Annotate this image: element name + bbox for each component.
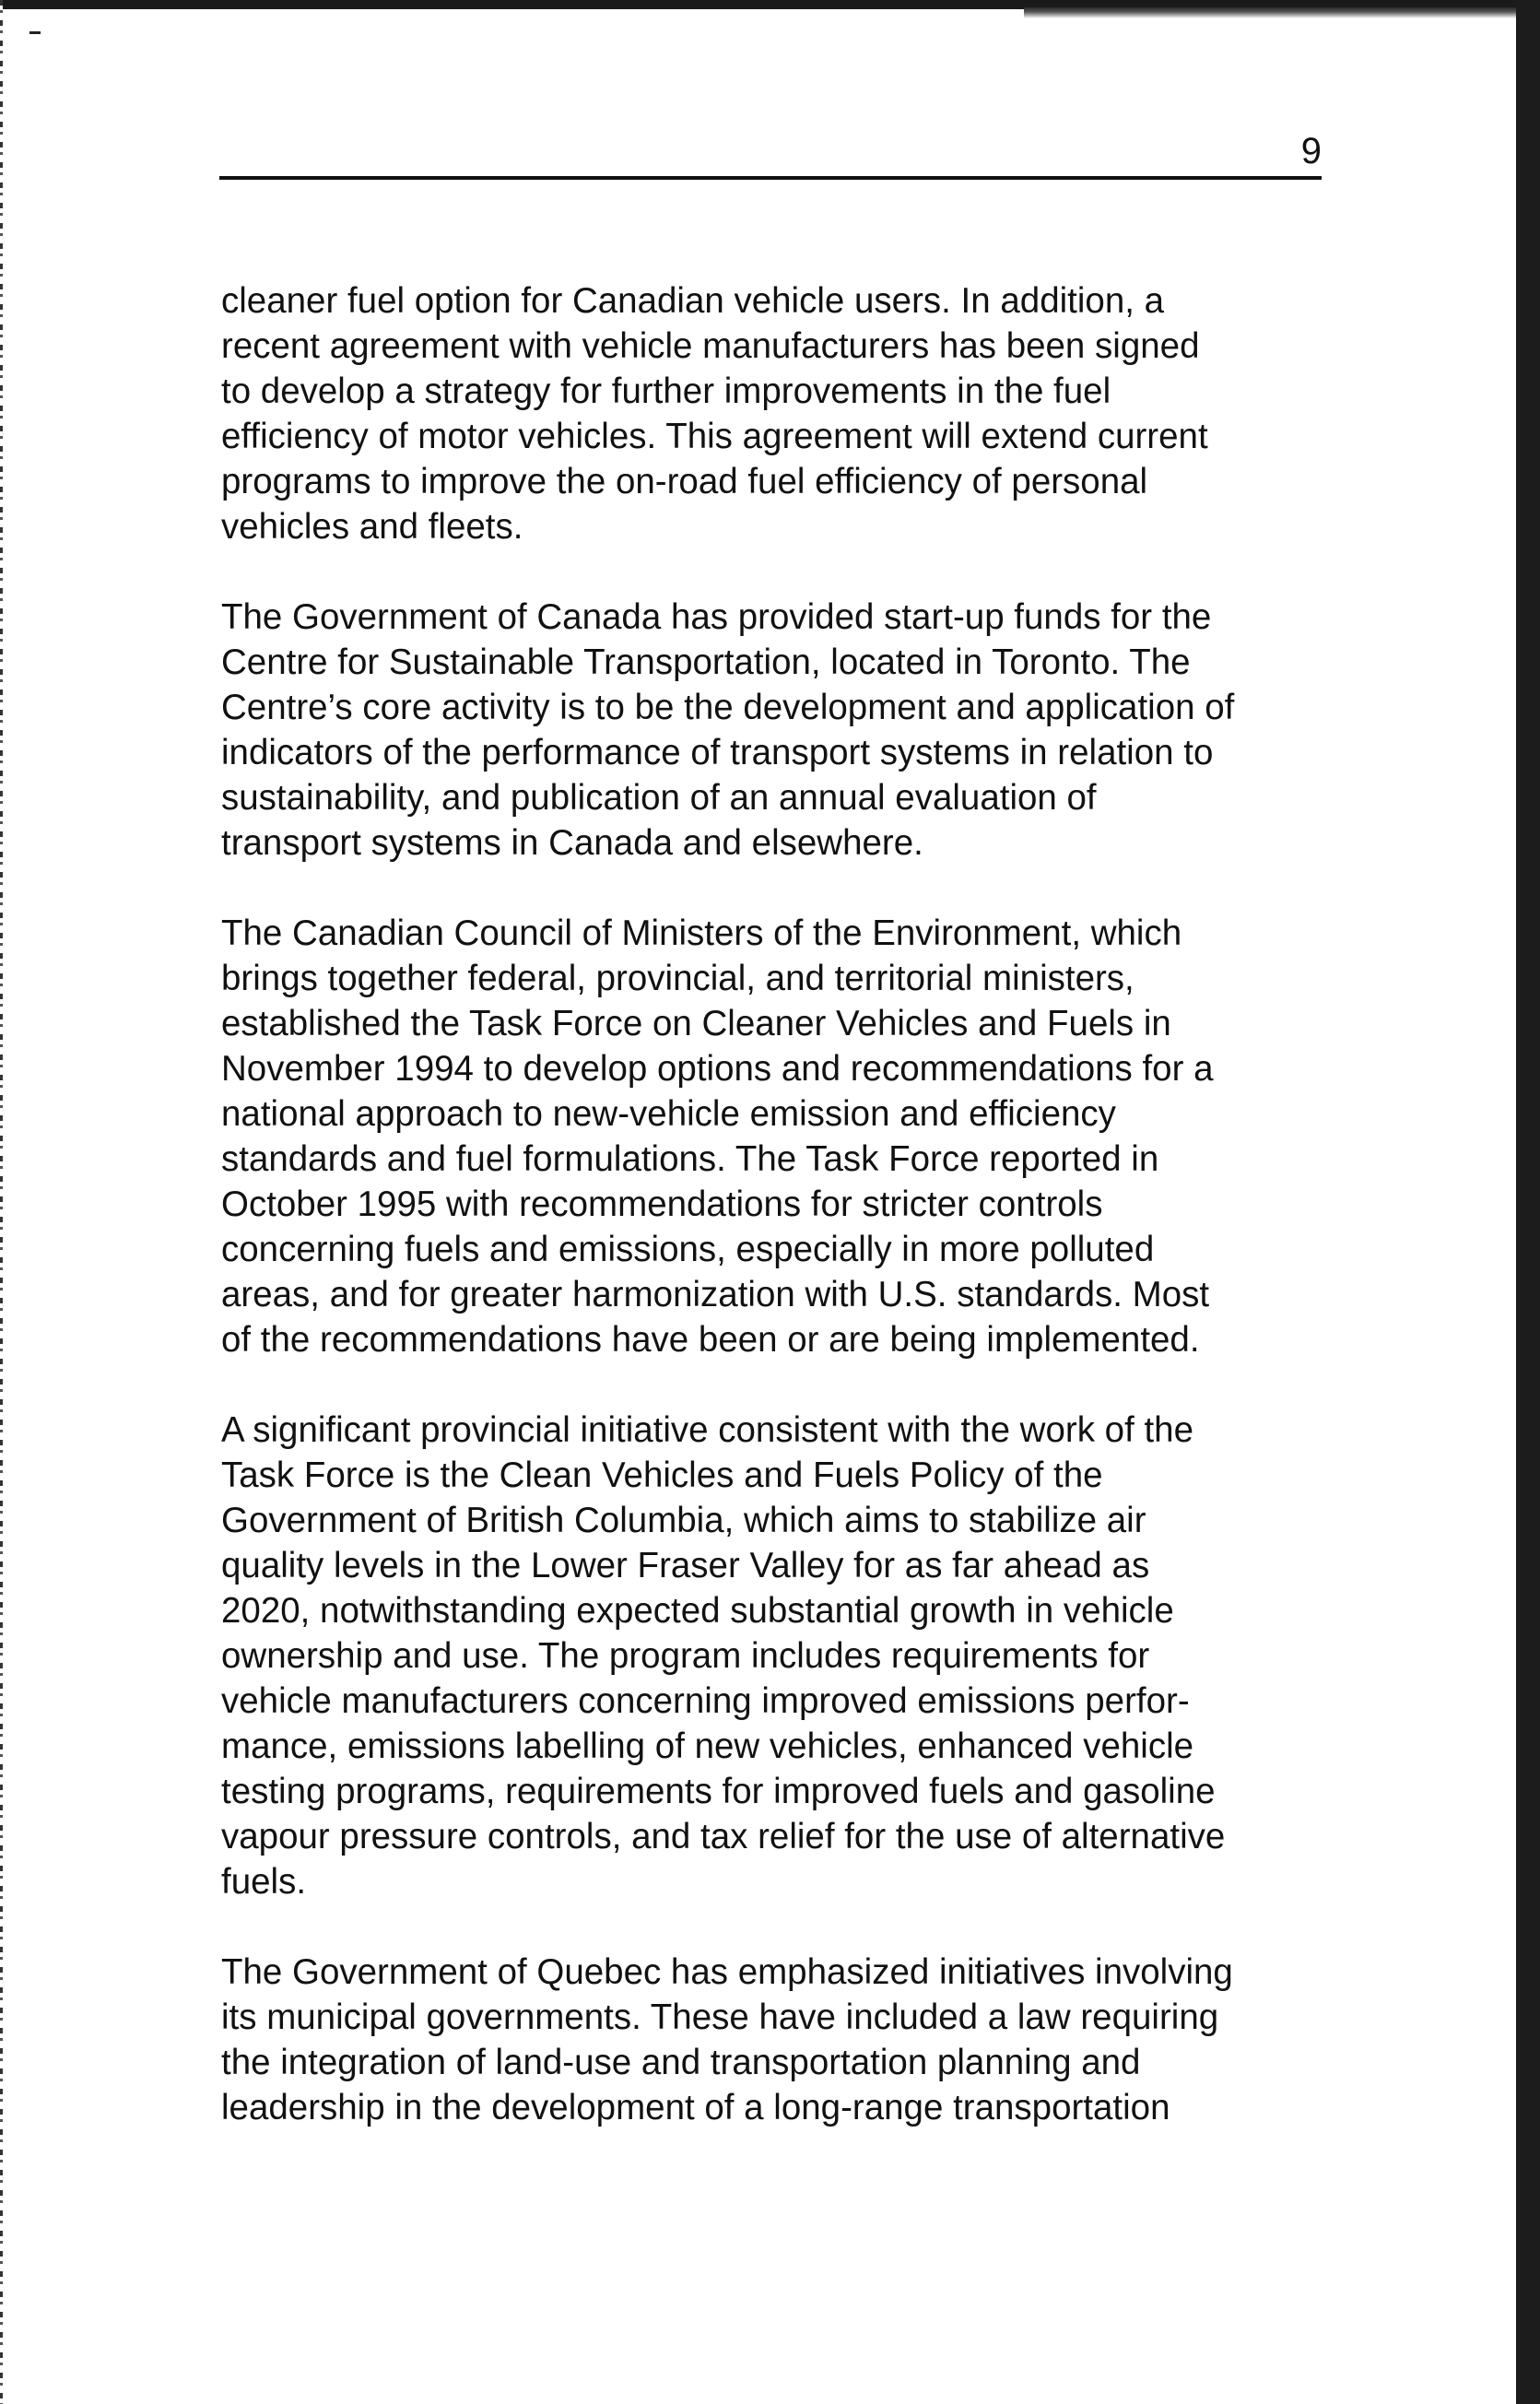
- text-line: indicators of the performance of transport systems in relation to: [221, 733, 1214, 772]
- page-number: 9: [1300, 131, 1322, 171]
- text-line: October 1995 with recommendations for stricter controls: [221, 1184, 1103, 1224]
- paragraph-5: [221, 1950, 1364, 2130]
- text-line: 2020, notwithstanding expected substantial growth in vehicle: [221, 1591, 1174, 1631]
- text-line: vehicle manufacturers concerning improved emissions perfor-: [221, 1681, 1190, 1721]
- text-line: transport systems in Canada and elsewhere.: [221, 823, 923, 863]
- text-line: The Canadian Council of Ministers of the Environment, which: [221, 913, 1182, 953]
- text-line: Government of British Columbia, which aims to stabilize air: [221, 1501, 1146, 1540]
- text-line: Centre for Sustainable Transportation, located in Toronto. The: [221, 642, 1191, 682]
- text-line: the integration of land-use and transportation planning and: [221, 2043, 1141, 2082]
- text-line: November 1994 to develop options and recommendations for a: [221, 1049, 1214, 1089]
- text-line: cleaner fuel option for Canadian vehicle users. In addition, a: [221, 281, 1165, 321]
- text-line: leadership in the development of a long-range transportation: [221, 2088, 1170, 2127]
- text-line: ownership and use. The program includes requirements for: [221, 1636, 1150, 1676]
- text-line: Centre’s core activity is to be the development and application of: [221, 688, 1235, 727]
- text-line: its municipal governments. These have included a law requiring: [221, 1997, 1219, 2037]
- paragraph-3: [221, 911, 1364, 1362]
- text-line: testing programs, requirements for improved fuels and gasoline: [221, 1772, 1216, 1811]
- text-line: standards and fuel formulations. The Task Force reported in: [221, 1139, 1159, 1179]
- text-line: national approach to new-vehicle emission and efficiency: [221, 1094, 1116, 1134]
- text-line: brings together federal, provincial, and territorial ministers,: [221, 959, 1134, 998]
- text-line: programs to improve the on-road fuel efficiency of personal: [221, 462, 1148, 501]
- text-line: to develop a strategy for further improvements in the fuel: [221, 371, 1111, 411]
- header-rule: [219, 176, 1322, 180]
- text-line: established the Task Force on Cleaner Vehicles and Fuels in: [221, 1004, 1171, 1043]
- text-line: vapour pressure controls, and tax relief for the use of alternative: [221, 1817, 1226, 1856]
- scan-mark: [29, 31, 41, 34]
- text-line: vehicles and fleets.: [221, 507, 523, 547]
- text-line: efficiency of motor vehicles. This agreement will extend current: [221, 417, 1208, 456]
- paragraph-1: [221, 278, 1364, 549]
- body-text: [221, 278, 1364, 2175]
- text-line: The Government of Canada has provided start-up funds for the: [221, 597, 1212, 637]
- scan-top-edge: [0, 0, 1540, 9]
- paragraph-2: [221, 595, 1364, 866]
- text-line: areas, and for greater harmonization with U.S. standards. Most: [221, 1275, 1210, 1314]
- text-line: Task Force is the Clean Vehicles and Fuels Policy of the: [221, 1455, 1103, 1495]
- text-line: recent agreement with vehicle manufacturers has been signed: [221, 326, 1200, 366]
- paragraph-4: [221, 1408, 1364, 1904]
- text-line: mance, emissions labelling of new vehicles, enhanced vehicle: [221, 1726, 1194, 1766]
- scan-right-edge: [1516, 0, 1540, 2404]
- text-line: A significant provincial initiative consistent with the work of the: [221, 1410, 1193, 1450]
- text-line: The Government of Quebec has emphasized initiatives involving: [221, 1952, 1233, 1992]
- text-line: concerning fuels and emissions, especially in more polluted: [221, 1230, 1155, 1269]
- text-line: fuels.: [221, 1862, 307, 1902]
- text-line: sustainability, and publication of an annual evaluation of: [221, 778, 1097, 818]
- text-line: quality levels in the Lower Fraser Valley for as far ahead as: [221, 1546, 1150, 1585]
- text-line: of the recommendations have been or are being implemented.: [221, 1320, 1200, 1360]
- scan-left-edge: [0, 0, 3, 2404]
